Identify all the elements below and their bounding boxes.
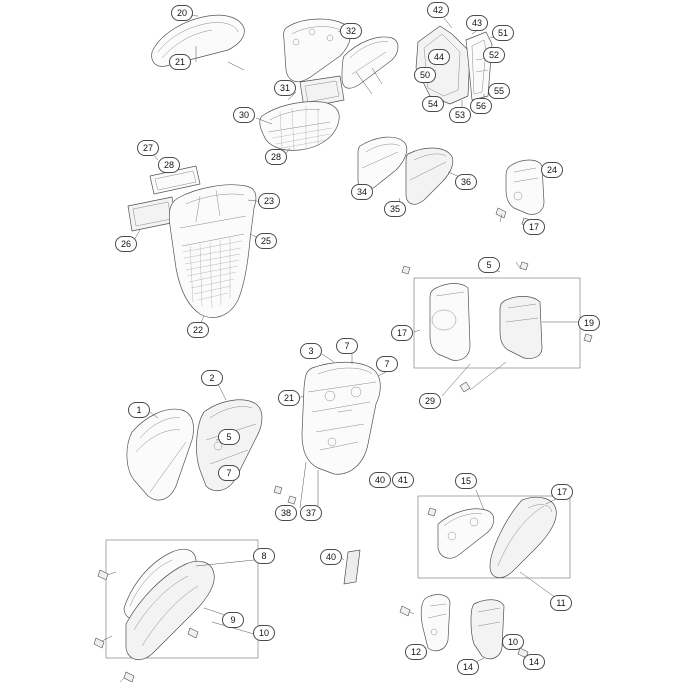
- callout-7b[interactable]: 7: [336, 338, 358, 354]
- callout-52[interactable]: 44: [428, 49, 450, 65]
- callout-31[interactable]: 29: [419, 393, 441, 409]
- part-group-seat-cover: [152, 15, 245, 70]
- callout-21[interactable]: 21: [278, 390, 300, 406]
- callout-44[interactable]: 41: [392, 472, 414, 488]
- callout-10a[interactable]: 10: [253, 625, 275, 641]
- callout-59[interactable]: 56: [470, 98, 492, 114]
- part-group-side-covers: [358, 137, 462, 206]
- callout-28b[interactable]: 28: [265, 149, 287, 165]
- callout-7c[interactable]: 7: [376, 356, 398, 372]
- callout-51[interactable]: 43: [466, 15, 488, 31]
- callout-1[interactable]: 1: [128, 402, 150, 418]
- callout-50[interactable]: 42: [427, 2, 449, 18]
- part-group-front-fender: [94, 540, 258, 682]
- callout-9a[interactable]: 9: [222, 612, 244, 628]
- callout-41[interactable]: 37: [300, 505, 322, 521]
- callout-26[interactable]: 25: [255, 233, 277, 249]
- part-group-headlight-mask: [127, 384, 296, 504]
- callout-17a[interactable]: 17: [523, 219, 545, 235]
- callout-24[interactable]: 23: [258, 193, 280, 209]
- callout-34[interactable]: 31: [274, 80, 296, 96]
- part-group-strip-40: [342, 550, 360, 584]
- callout-7a[interactable]: 7: [218, 465, 240, 481]
- callout-11[interactable]: 12: [405, 644, 427, 660]
- callout-54[interactable]: 51: [492, 25, 514, 41]
- part-group-underbody-panel: [169, 185, 264, 324]
- callout-9b[interactable]: 10: [502, 634, 524, 650]
- callout-55[interactable]: 52: [483, 47, 505, 63]
- callout-38[interactable]: 36: [455, 174, 477, 190]
- callout-23[interactable]: 21: [169, 54, 191, 70]
- part-group-lower-right-box: [418, 490, 570, 598]
- callout-29[interactable]: 28: [158, 157, 180, 173]
- callout-42[interactable]: 38: [275, 505, 297, 521]
- callout-17b[interactable]: 17: [551, 484, 573, 500]
- callout-37[interactable]: 35: [384, 201, 406, 217]
- callout-32[interactable]: 30: [233, 107, 255, 123]
- callout-53[interactable]: 50: [414, 67, 436, 83]
- callout-58[interactable]: 55: [488, 83, 510, 99]
- callout-15[interactable]: 15: [455, 473, 477, 489]
- callout-12[interactable]: 14: [457, 659, 479, 675]
- callout-5a[interactable]: 5: [218, 429, 240, 445]
- callout-20[interactable]: 17: [391, 325, 413, 341]
- callout-56[interactable]: 53: [449, 107, 471, 123]
- part-group-shroud-box: [402, 262, 592, 396]
- callout-30[interactable]: 20: [171, 5, 193, 21]
- callout-35[interactable]: 32: [340, 23, 362, 39]
- callout-25[interactable]: 22: [187, 322, 209, 338]
- callout-19[interactable]: 19: [578, 315, 600, 331]
- callout-36[interactable]: 34: [351, 184, 373, 200]
- callout-14[interactable]: 14: [523, 654, 545, 670]
- callout-5b[interactable]: 5: [478, 257, 500, 273]
- callout-2[interactable]: 2: [201, 370, 223, 386]
- callout-10b[interactable]: 11: [550, 595, 572, 611]
- callout-43[interactable]: 40: [369, 472, 391, 488]
- callout-40[interactable]: 40: [320, 549, 342, 565]
- callout-57[interactable]: 54: [422, 96, 444, 112]
- callout-28a[interactable]: 27: [137, 140, 159, 156]
- callout-3[interactable]: 3: [300, 343, 322, 359]
- callout-8[interactable]: 8: [253, 548, 275, 564]
- callout-22[interactable]: 24: [541, 162, 563, 178]
- part-group-mid-plates: [256, 76, 344, 156]
- callout-27[interactable]: 26: [115, 236, 137, 252]
